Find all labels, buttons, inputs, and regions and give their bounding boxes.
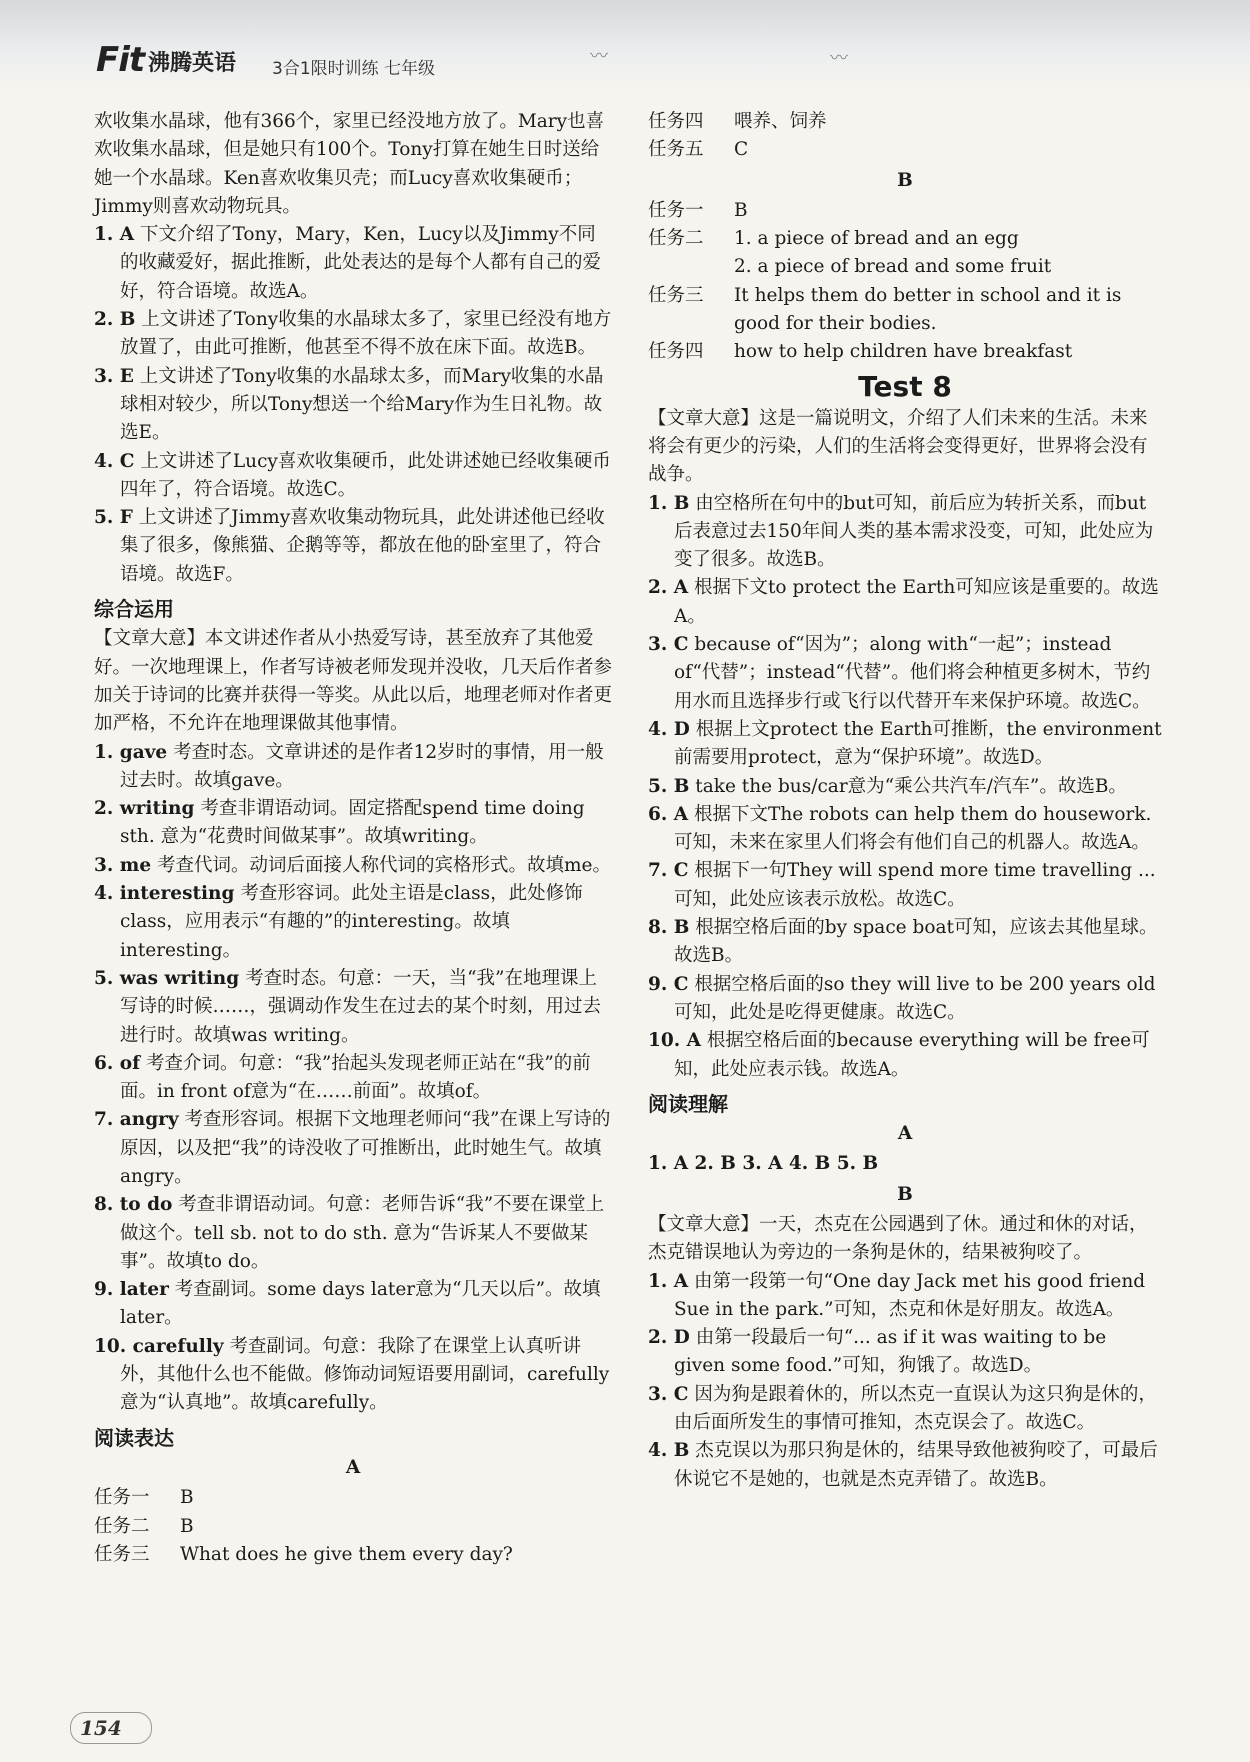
answer-number: 2. A [648, 577, 689, 599]
task-list [648, 108, 1162, 165]
answer-item [94, 306, 612, 363]
task-label: 任务三 [94, 1543, 150, 1565]
answer-item [94, 1106, 612, 1191]
article-summary: 【文章大意】一天，杰克在公园遇到了休。通过和休的对话，杰克错误地认为旁边的一条狗是休的，结果被狗咬了。 [648, 1213, 1148, 1264]
answer-explanation: 由第一段最后一句“... as if it was waiting to be given some food.”可知，狗饿了。故选D。 [674, 1327, 1107, 1377]
answer-item [648, 1027, 1162, 1084]
section-heading: 综合运用 [94, 597, 174, 622]
task-item [94, 1513, 612, 1541]
answer-number: 8. B [648, 917, 690, 939]
answer-item [648, 1324, 1162, 1381]
task-list [648, 197, 1162, 367]
article-summary: 【文章大意】本文讲述作者从小热爱写诗，甚至放弃了其他爱好。一次地理课上，作者写诗被老师发现并没收，几天后作者参加关于诗词的比赛并获得一等奖。从此以后，地理老师对作者更加严格，不允许在地理课做其他事情。 [94, 628, 613, 735]
logo: Fit [96, 40, 145, 80]
answer-explanation: 考查代词。动词后面接人称代词的宾格形式。故填me。 [157, 854, 611, 876]
section-heading: 阅读理解 [648, 1091, 728, 1116]
task-answer: What does he give them every day? [180, 1543, 513, 1565]
answer-list-1 [94, 221, 612, 589]
dolphin-icon: 〰 [590, 46, 608, 67]
answer-item [94, 1191, 612, 1276]
answer-item [94, 363, 612, 448]
task-answer: 1. a piece of bread and an egg [734, 228, 1019, 250]
answer-number: 2. writing [94, 798, 195, 820]
task-label: 任务四 [648, 111, 704, 132]
task-label: 任务一 [94, 1487, 150, 1509]
answer-explanation: 考查副词。句意：我除了在课堂上认真听讲外，其他什么也不能做。修饰动词短语要用副词，carefully意为“认真地”。故填carefully。 [120, 1335, 610, 1414]
answer-number: 5. was writing [94, 967, 240, 989]
page-number: 154 [80, 1716, 122, 1740]
answer-explanation: 考查形容词。此处主语是class，此处修饰class，应用表示“有趣的”的interesting。故填interesting。 [120, 883, 583, 961]
answer-number: 6. of [94, 1052, 141, 1074]
page-header [0, 0, 1250, 92]
answer-explanation: 根据下文to protect the Earth可知应该是重要的。故选A。 [674, 577, 1159, 627]
answer-number: 6. A [648, 803, 689, 825]
answer-explanation: 考查非谓语动词。固定搭配spend time doing sth. 意为“花费时间做某事”。故填writing。 [120, 798, 585, 848]
answer-number: 1. A [94, 224, 135, 246]
answer-item [94, 852, 612, 880]
answer-item [648, 574, 1162, 631]
answer-item [94, 1276, 612, 1333]
answer-row: 1. A 2. B 3. A 4. B 5. B [648, 1153, 879, 1175]
answer-number: 3. E [94, 365, 134, 387]
answer-item [648, 914, 1162, 971]
answer-item [648, 631, 1162, 716]
task-item [648, 197, 1162, 225]
answer-explanation: 根据下一句They will spend more time travelling ... 可知，此处应该表示放松。故选C。 [674, 860, 1156, 910]
task-item [648, 282, 1162, 339]
task-answer: 2. a piece of bread and some fruit [734, 256, 1052, 278]
answer-item [648, 801, 1162, 858]
answer-explanation: 考查时态。句意：一天，当“我”在地理课上写诗的时候……，强调动作发生在过去的某个时刻，用过去进行时。故填was writing。 [120, 967, 602, 1046]
answer-explanation: 上文讲述了Tony收集的水晶球太多了，家里已经没有地方放置了，由此可推断，他甚至不得不放在床下面。故选B。 [120, 309, 612, 359]
task-label: 任务五 [648, 139, 704, 161]
answer-item [94, 1050, 612, 1107]
part-label: B [897, 169, 913, 191]
answer-number: 10. A [648, 1030, 701, 1052]
answer-explanation: because of“因为”；along with“一起”；instead of“代替”；instead“代替”。他们将会种植更多树木，节约用水而且选择步行或飞行以代替开车来保护环境。故选C。 [674, 634, 1151, 712]
section-heading: 阅读表达 [94, 1425, 174, 1450]
answer-explanation: 下文介绍了Tony，Mary，Ken，Lucy以及Jimmy不同的收藏爱好，据此推断，此处表达的是每个人都有自己的爱好，符合语境。故选A。 [120, 224, 602, 302]
task-answer: B [180, 1487, 194, 1509]
answer-number: 9. later [94, 1279, 169, 1301]
answer-explanation: 根据上文protect the Earth可推断，the environment前需要用protect，意为“保护环境”。故选D。 [674, 718, 1162, 769]
answer-item [648, 490, 1162, 575]
answer-explanation: 杰克误以为那只狗是休的，结果导致他被狗咬了，可最后休说它不是她的，也就是杰克弄错了。故选B。 [674, 1440, 1158, 1490]
task-answer: how to help children have breakfast [734, 341, 1073, 363]
answer-item [94, 739, 612, 796]
answer-explanation: 考查形容词。根据下文地理老师问“我”在课上写诗的原因，以及把“我”的诗没收了可推断出，此时她生气。故填angry。 [120, 1109, 611, 1187]
answer-number: 3. C [648, 634, 689, 656]
answer-number: 1. B [648, 492, 690, 514]
answer-number: 2. D [648, 1327, 690, 1349]
answer-number: 5. B [648, 775, 690, 797]
answer-item [648, 1437, 1162, 1494]
task-item [648, 136, 1162, 164]
answer-explanation: 根据下文The robots can help them do housework. 可知，未来在家里人们将会有他们自己的机器人。故选A。 [674, 803, 1152, 854]
answer-item [94, 880, 612, 965]
answer-number: 10. carefully [94, 1335, 224, 1357]
task-label: 任务一 [648, 199, 704, 221]
answer-explanation: 考查介词。句意：“我”抬起头发现老师正站在“我”的前面。in front of意为“在……前面”。故填of。 [120, 1052, 591, 1103]
answer-item [94, 795, 612, 852]
intro-paragraph: 欢收集水晶球，他有366个，家里已经没地方放了。Mary也喜欢收集水晶球，但是她只有100个。Tony打算在她生日时送给她一个水晶球。Ken喜欢收集贝壳；而Lucy喜欢收集硬币；Jimmy则喜欢动物玩具。 [94, 111, 605, 217]
answer-list-4 [648, 1268, 1162, 1494]
answer-explanation: 因为狗是跟着休的，所以杰克一直误认为这只狗是休的，由后面所发生的事情可推知，杰克误会了。故选C。 [674, 1383, 1157, 1434]
answer-item [648, 773, 1162, 801]
task-item [648, 225, 1162, 253]
part-label: B [897, 1183, 913, 1205]
task-answer: B [734, 199, 748, 221]
answer-number: 7. C [648, 860, 689, 882]
answer-explanation: 上文讲述了Lucy喜欢收集硬币，此处讲述她已经收集硬币四年了，符合语境。故选C。 [120, 450, 611, 500]
task-label: 任务二 [648, 228, 704, 250]
answer-number: 2. B [94, 309, 136, 331]
answer-item [94, 965, 612, 1050]
answer-explanation: 考查时态。文章讲述的是作者12岁时的事情，用一般过去时。故填gave。 [120, 741, 604, 791]
answer-number: 4. B [648, 1440, 690, 1462]
answer-explanation: 根据空格后面的because everything will be free可知，此处应表示钱。故选A。 [674, 1030, 1150, 1080]
answer-item [94, 504, 612, 589]
task-item [94, 1484, 612, 1512]
task-item [648, 108, 1162, 136]
answer-explanation: 由第一段第一句“One day Jack met his good friend Sue in the park.”可知，杰克和休是好朋友。故选A。 [674, 1270, 1146, 1320]
task-label: 任务三 [648, 284, 704, 306]
answer-explanation: 上文讲述了Jimmy喜欢收集动物玩具，此处讲述他已经收集了很多，像熊猫、企鹅等等，都放在他的卧室里了，符合语境。故选F。 [120, 507, 605, 585]
task-item [94, 1541, 612, 1569]
answer-item [648, 716, 1162, 773]
part-label: A [345, 1456, 361, 1478]
dolphin-icon: 〰 [830, 48, 848, 69]
left-column [94, 108, 612, 1569]
answer-item [94, 448, 612, 505]
task-item [648, 338, 1162, 366]
answer-number: 1. A [648, 1270, 689, 1292]
answer-number: 9. C [648, 973, 689, 995]
answer-number: 7. angry [94, 1109, 179, 1131]
task-label: 任务二 [94, 1515, 150, 1537]
answer-item [648, 857, 1162, 914]
answer-explanation: 考查副词。some days later意为“几天以后”。故填later。 [120, 1279, 601, 1329]
answer-list-2 [94, 739, 612, 1418]
answer-number: 4. interesting [94, 883, 235, 905]
answer-number: 5. F [94, 507, 133, 529]
task-list [94, 1484, 612, 1569]
task-answer: It helps them do better in school and it is good for their bodies. [734, 284, 1122, 335]
header-subtitle: 3合1限时训练 七年级 [272, 59, 436, 79]
answer-number: 4. D [648, 718, 690, 740]
task-item [648, 253, 1162, 281]
answer-number: 3. C [648, 1383, 689, 1405]
answer-list-3 [648, 490, 1162, 1084]
answer-item [94, 221, 612, 306]
article-summary: 【文章大意】这是一篇说明文，介绍了人们未来的生活。未来将会有更少的污染，人们的生活将会变得更好，世界将会没有战争。 [648, 407, 1148, 486]
answer-explanation: 考查非谓语动词。句意：老师告诉“我”不要在课堂上做这个。tell sb. not to do sth. 意为“告诉某人不要做某事”。故填to do。 [120, 1194, 605, 1272]
part-label: A [897, 1123, 913, 1145]
answer-explanation: 根据空格后面的by space boat可知，应该去其他星球。故选B。 [674, 917, 1158, 967]
task-answer: C [734, 139, 749, 161]
task-label: 任务四 [648, 341, 704, 363]
right-column [648, 108, 1162, 1494]
test-title: Test 8 [858, 369, 952, 403]
answer-explanation: 上文讲述了Tony收集的水晶球太多，而Mary收集的水晶球相对较少，所以Tony想送一个给Mary作为生日礼物。故选E。 [120, 365, 604, 444]
answer-explanation: 根据空格后面的so they will live to be 200 years old可知，此处是吃得更健康。故选C。 [674, 973, 1156, 1023]
answer-item [648, 971, 1162, 1028]
task-answer: B [180, 1515, 194, 1537]
answer-item [648, 1381, 1162, 1438]
answer-number: 8. to do [94, 1194, 173, 1216]
answer-number: 1. gave [94, 741, 168, 763]
answer-number: 3. me [94, 854, 152, 876]
answer-explanation: take the bus/car意为“乘公共汽车/汽车”。故选B。 [695, 775, 1127, 797]
answer-explanation: 由空格所在句中的but可知，前后应为转折关系，而but后表意过去150年间人类的基本需求没变，可知，此处应为变了很多。故选B。 [674, 492, 1154, 571]
brand-name: 沸腾英语 [148, 51, 237, 76]
task-answer: 喂养、饲养 [734, 111, 827, 132]
answer-item [648, 1268, 1162, 1325]
answer-item [94, 1333, 612, 1418]
answer-number: 4. C [94, 450, 135, 472]
